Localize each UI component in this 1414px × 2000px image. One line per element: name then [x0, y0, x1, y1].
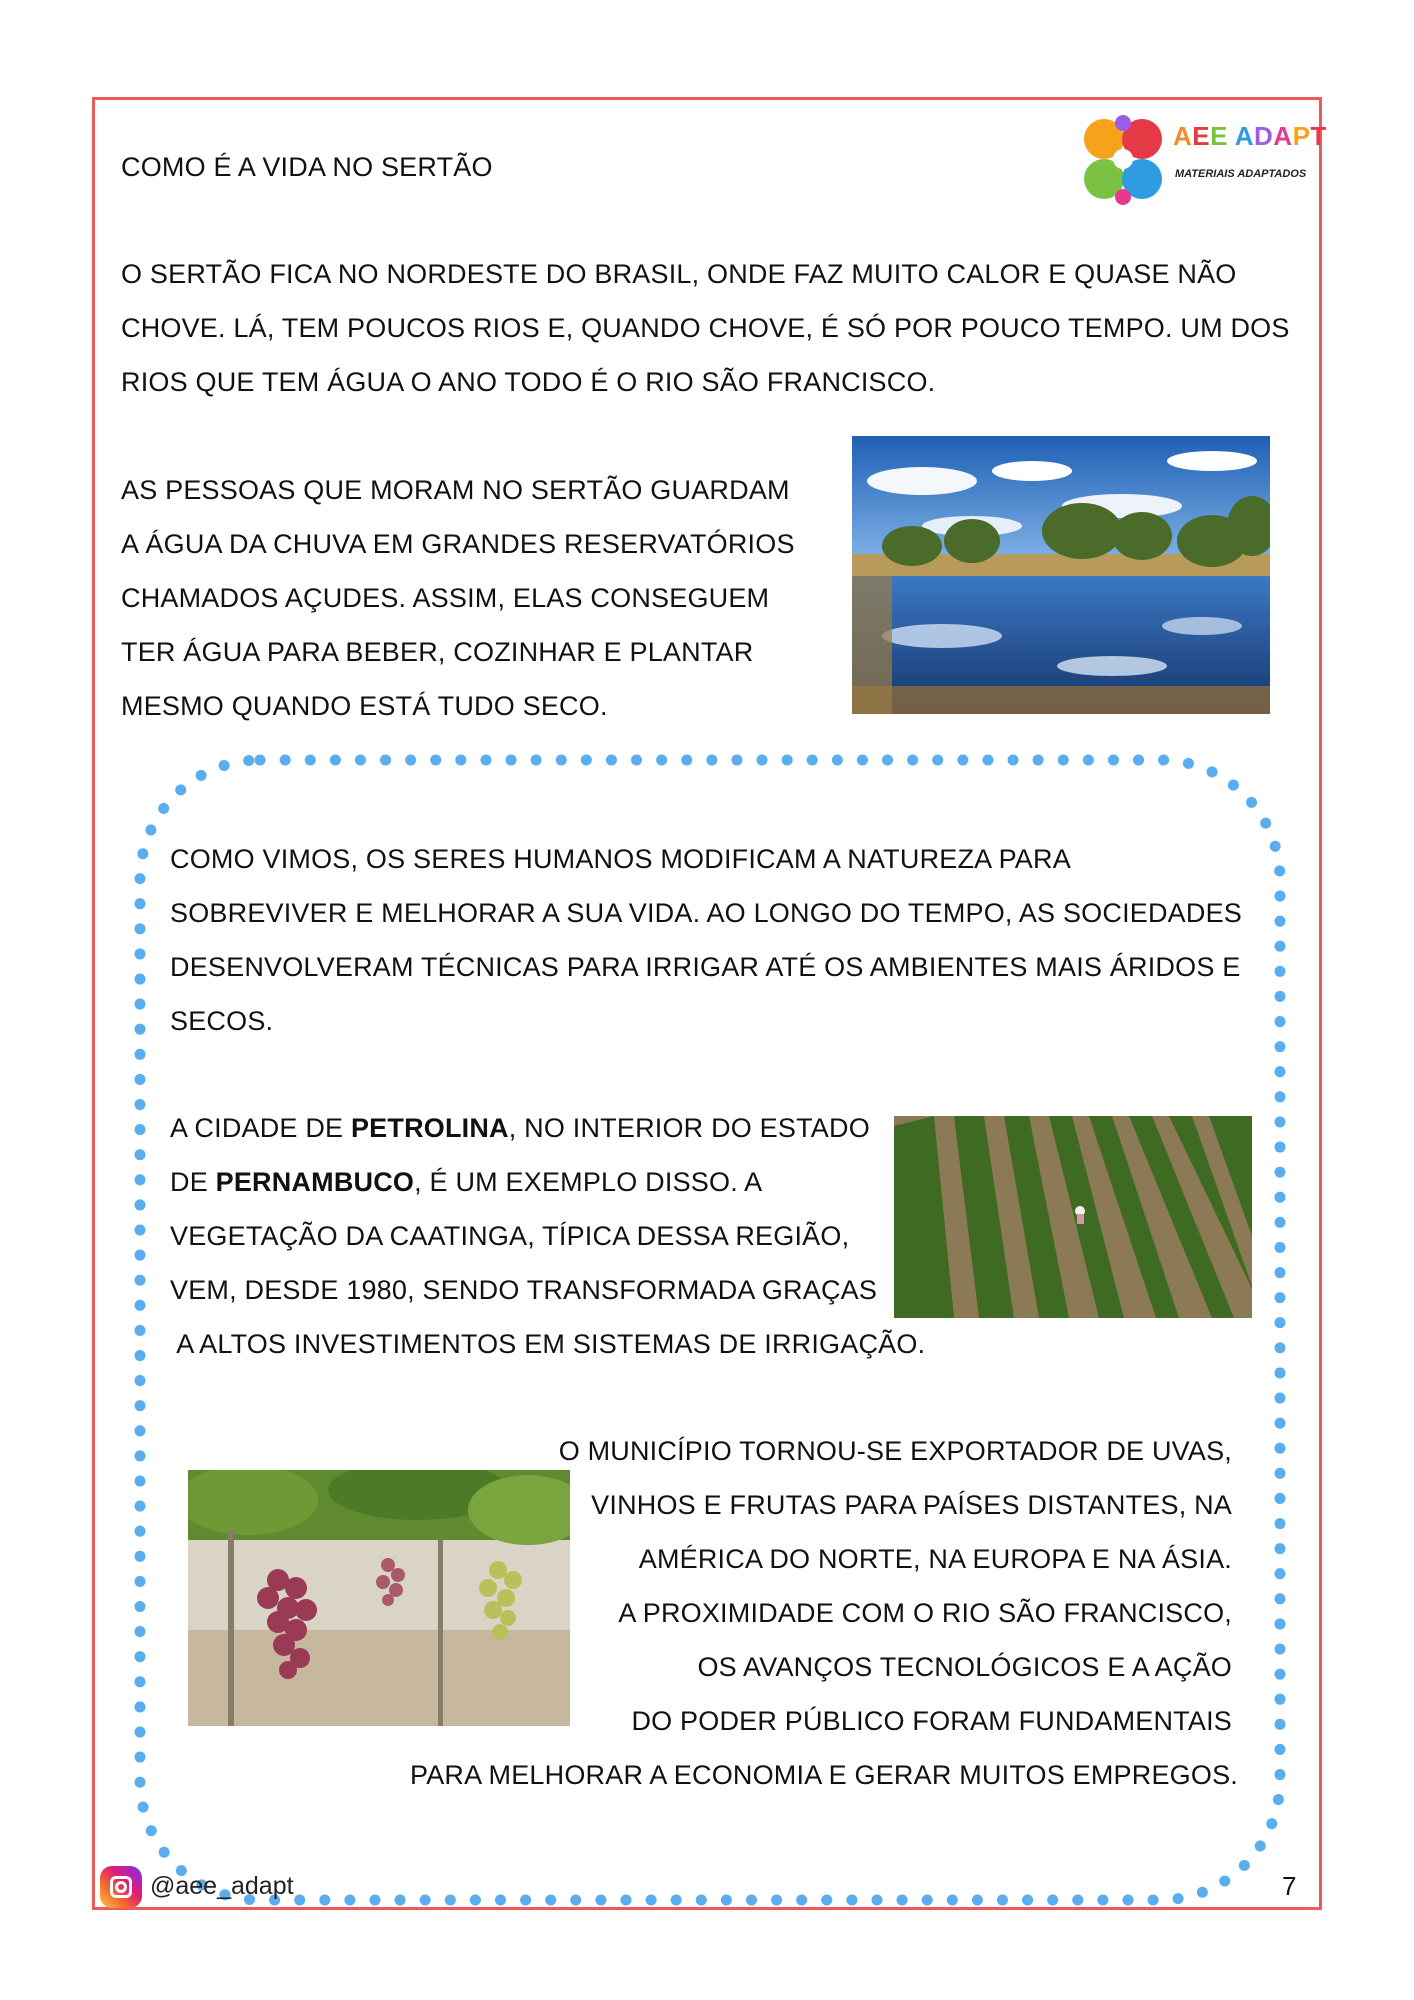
paragraph-sertao [121, 247, 1301, 409]
text-line: O SERTÃO FICA NO NORDESTE DO BRASIL, ONDE FAZ MUITO CALOR E QUASE NÃO [121, 259, 1237, 289]
text-line: CHOVE. LÁ, TEM POUCOS RIOS E, QUANDO CHOVE, É SÓ POR POUCO TEMPO. UM DOS [121, 313, 1290, 343]
text-line: AS PESSOAS QUE MORAM NO SERTÃO GUARDAM [121, 475, 790, 505]
paragraph-humanos [170, 832, 1280, 1048]
bold-petrolina: PETROLINA [350, 1113, 509, 1143]
text-line: MESMO QUANDO ESTÁ TUDO SECO. [121, 691, 608, 721]
paragraph-petrolina [170, 1101, 926, 1371]
text-line: COMO VIMOS, OS SERES HUMANOS MODIFICAM A NATUREZA PARA [170, 844, 1071, 874]
text-line: CHAMADOS AÇUDES. ASSIM, ELAS CONSEGUEM [121, 583, 770, 613]
text-line: DO PODER PÚBLICO FORAM FUNDAMENTAIS [631, 1706, 1232, 1736]
text-line: A CIDADE DE PETROLINA, NO INTERIOR DO ESTADO [170, 1113, 870, 1143]
text-line: A PROXIMIDADE COM O RIO SÃO FRANCISCO, [618, 1598, 1232, 1628]
text-line: PARA MELHORAR A ECONOMIA E GERAR MUITOS EMPREGOS. [410, 1760, 1238, 1790]
text-line: DESENVOLVERAM TÉCNICAS PARA IRRIGAR ATÉ OS AMBIENTES MAIS ÁRIDOS E [170, 952, 1241, 982]
text-line: SOBREVIVER E MELHORAR A SUA VIDA. AO LONGO DO TEMPO, AS SOCIEDADES [170, 898, 1243, 928]
lake-photo [852, 436, 1270, 714]
bold-pernambuco: PERNAMBUCO [215, 1167, 415, 1197]
text-line: A ALTOS INVESTIMENTOS EM SISTEMAS DE IRRIGAÇÃO. [170, 1329, 926, 1359]
text-line: TER ÁGUA PARA BEBER, COZINHAR E PLANTAR [121, 637, 754, 667]
text-line: RIOS QUE TEM ÁGUA O ANO TODO É O RIO SÃO FRANCISCO. [121, 367, 936, 397]
page-number: 7 [1282, 1871, 1297, 1901]
logo-tagline: MATERIAIS ADAPTADOS [1175, 168, 1307, 180]
paragraph-exportador [410, 1424, 1238, 1802]
puzzle-logo-icon [1080, 113, 1170, 213]
text-line: DE PERNAMBUCO, É UM EXEMPLO DISSO. A [170, 1167, 763, 1197]
text-line: A ÁGUA DA CHUVA EM GRANDES RESERVATÓRIOS [121, 529, 795, 559]
page-title: COMO É A VIDA NO SERTÃO [121, 152, 493, 182]
aee-adapt-logo [1080, 113, 1327, 213]
paragraph-acudes [121, 463, 801, 733]
text-line: VEM, DESDE 1980, SENDO TRANSFORMADA GRAÇAS [170, 1275, 878, 1305]
text-line: VINHOS E FRUTAS PARA PAÍSES DISTANTES, NA [591, 1490, 1232, 1520]
text-line: SECOS. [170, 1006, 274, 1036]
instagram-icon [100, 1866, 142, 1908]
instagram-handle[interactable]: @aee_adapt [150, 1872, 294, 1900]
vineyard-photo [894, 1116, 1252, 1318]
text-line: OS AVANÇOS TECNOLÓGICOS E A AÇÃO [697, 1652, 1232, 1682]
text-line: O MUNICÍPIO TORNOU-SE EXPORTADOR DE UVAS, [558, 1436, 1232, 1466]
text-line: VEGETAÇÃO DA CAATINGA, TÍPICA DESSA REGIÃO, [170, 1221, 850, 1251]
text-line: AMÉRICA DO NORTE, NA EUROPA E NA ÁSIA. [638, 1544, 1232, 1574]
logo-name: AEE ADAPT [1173, 121, 1327, 151]
